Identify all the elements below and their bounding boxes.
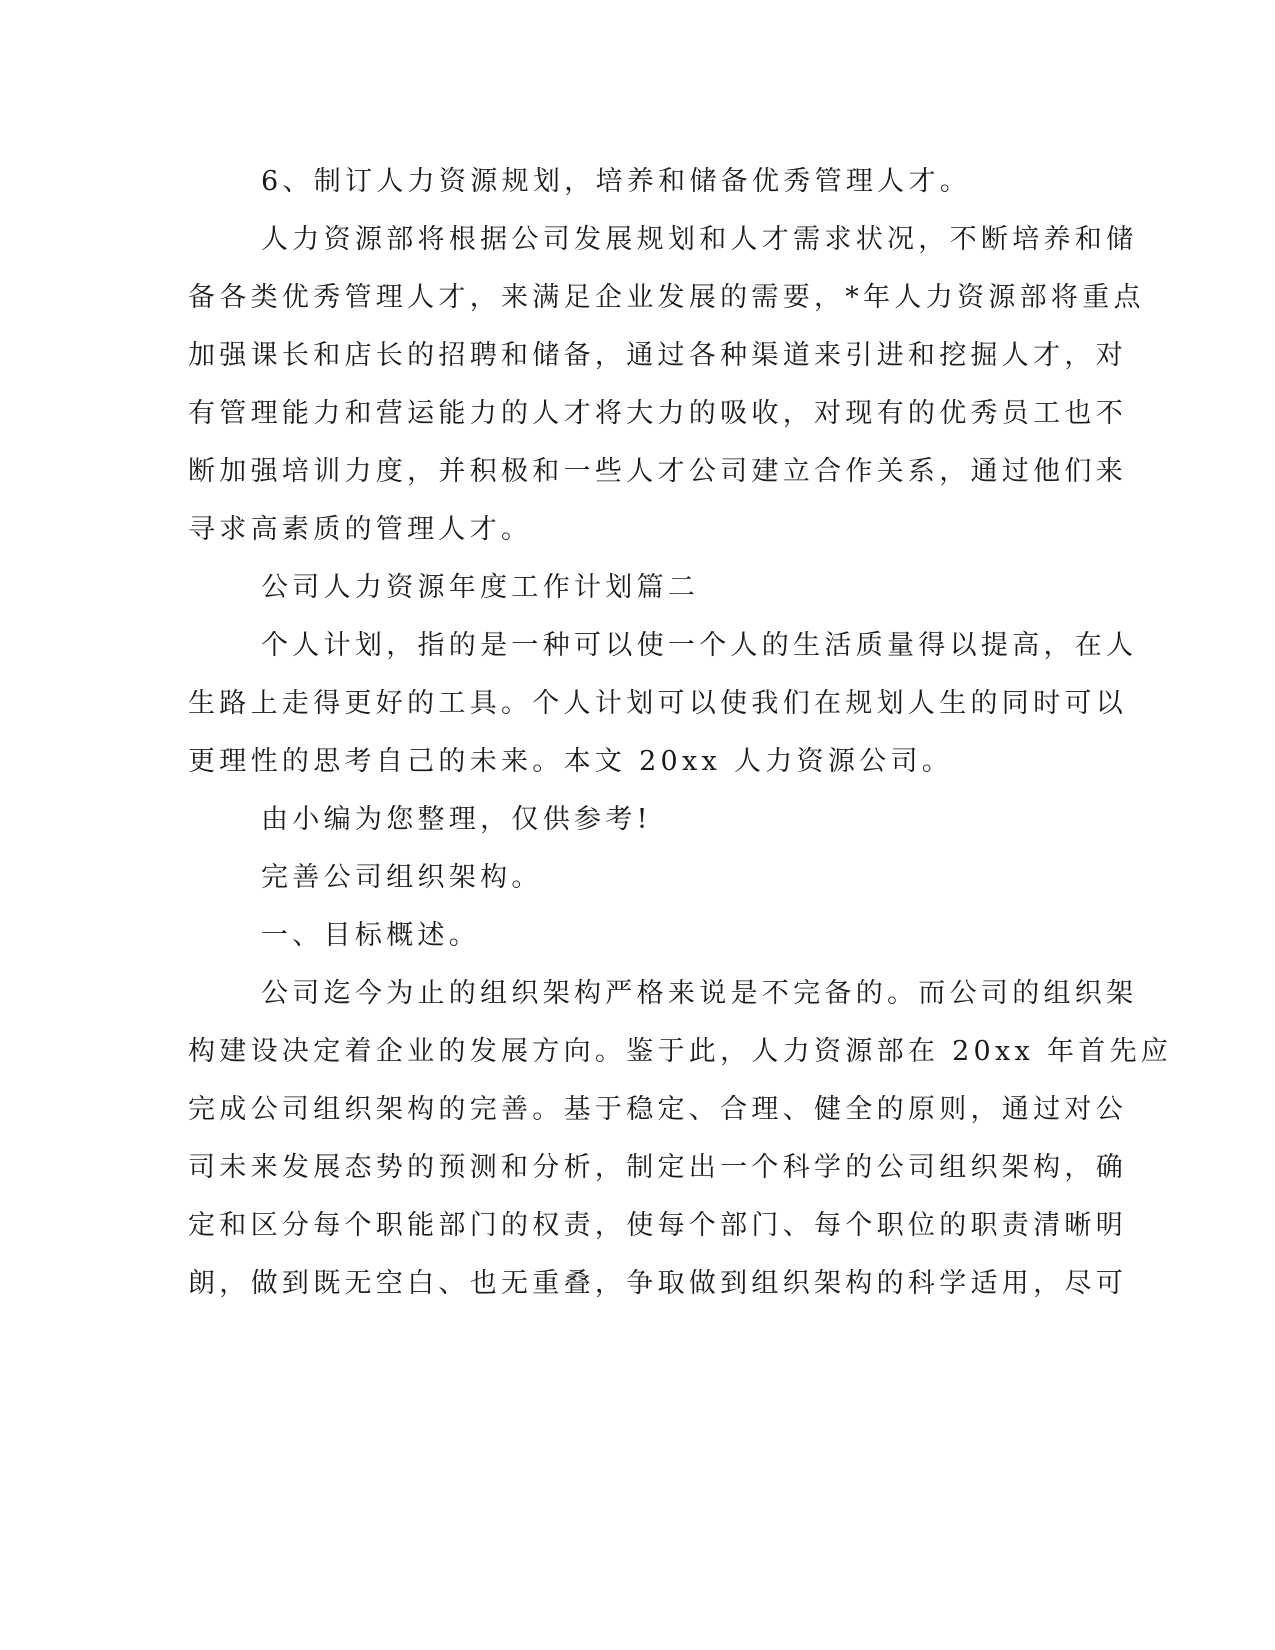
section-title: 公司人力资源年度工作计划篇二 (261, 572, 700, 603)
paragraph-line: 完成公司组织架构的完善。基于稳定、合理、健全的原则，通过对公 (188, 1094, 1127, 1125)
paragraph-line: 寻求高素质的管理人才。 (188, 514, 533, 545)
paragraph-line: 定和区分每个职能部门的权责，使每个部门、每个职位的职责清晰明 (188, 1210, 1127, 1241)
paragraph-line: 构建设决定着企业的发展方向。鉴于此，人力资源部在 20xx 年首先应 (188, 1036, 1173, 1067)
paragraph-line: 有管理能力和营运能力的人才将大力的吸收，对现有的优秀员工也不 (188, 398, 1127, 429)
paragraph-line: 朗，做到既无空白、也无重叠，争取做到组织架构的科学适用，尽可 (188, 1268, 1127, 1299)
paragraph-line: 加强课长和店长的招聘和储备，通过各种渠道来引进和挖掘人才，对 (188, 340, 1127, 371)
paragraph-line: 更理性的思考自己的未来。本文 20xx 人力资源公司。 (188, 746, 954, 777)
paragraph-line: 由小编为您整理，仅供参考! (261, 804, 652, 835)
paragraph-line: 生路上走得更好的工具。个人计划可以使我们在规划人生的同时可以 (188, 688, 1127, 719)
paragraph-line: 完善公司组织架构。 (261, 862, 543, 893)
paragraph-line: 公司迄今为止的组织架构严格来说是不完备的。而公司的组织架 (261, 978, 1138, 1009)
paragraph-line: 备各类优秀管理人才，来满足企业发展的需要，*年人力资源部将重点 (188, 282, 1145, 313)
paragraph-line: 个人计划，指的是一种可以使一个人的生活质量得以提高，在人 (261, 630, 1138, 661)
paragraph-line: 司未来发展态势的预测和分析，制定出一个科学的公司组织架构，确 (188, 1152, 1127, 1183)
heading-item-6: 6、制订人力资源规划，培养和储备优秀管理人才。 (261, 166, 972, 197)
paragraph-line: 人力资源部将根据公司发展规划和人才需求状况，不断培养和储 (261, 224, 1138, 255)
subheading: 一、目标概述。 (261, 920, 481, 951)
paragraph-line: 断加强培训力度，并积极和一些人才公司建立合作关系，通过他们来 (188, 456, 1127, 487)
